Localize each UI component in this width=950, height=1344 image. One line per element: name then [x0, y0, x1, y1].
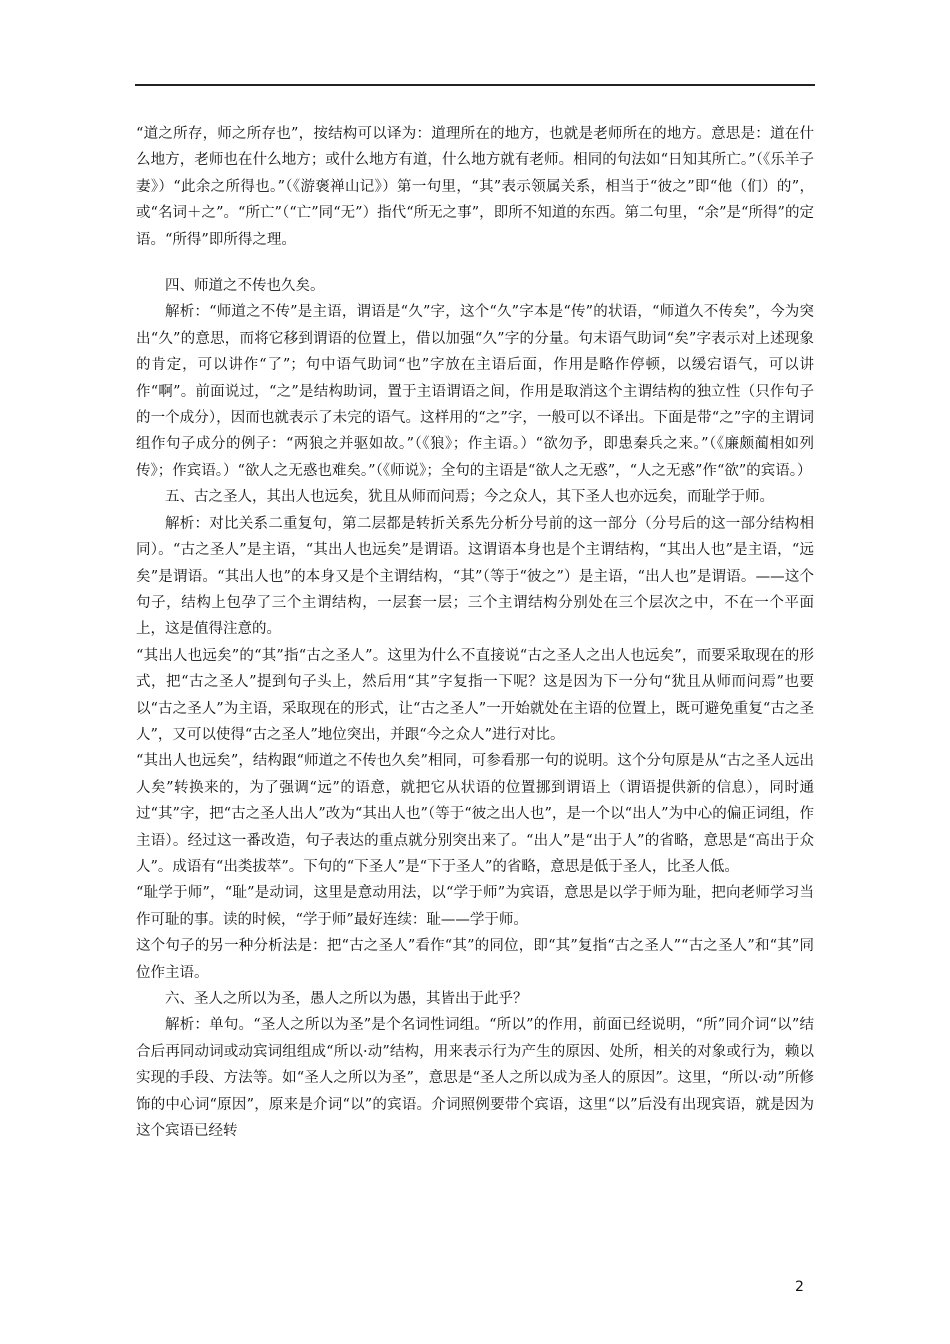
paragraph-chi-xue: “耻学于师”，“耻”是动词，这里是意动用法，以“学于师”为宾语，意思是以学于师为耻，把向老师学习当作可耻的事。读的时候，“学于师”最好连续：耻——学于师。 [136, 885, 814, 928]
section-heading-6: 六、圣人之所以为圣，愚人之所以为愚，其皆出于此乎？ [165, 991, 528, 1007]
header-rule [135, 84, 815, 86]
paragraph-suo-cun: “道之所存，师之所存也”，按结构可以译为：道理所在的地方，也就是老师所在的地方。意思是：道在什么地方，老师也在什么地方；或什么地方有道，什么地方就有老师。相同的句法如“日知其所亡。”（《乐羊子妻》）“此余之所得也。”（《游褒禅山记》）第一句里，“其”表示领属关系，相当于“彼之”即“他（们）的”，或“名词＋之”。“所亡”（“亡”同“无”）指代“所无之事”，即所不知道的东西。第二句里，“余”是“所得”的定语。“所得”即所得之理。 [136, 126, 814, 248]
document-body [136, 121, 814, 1144]
paragraph-alternative: 这个句子的另一种分析法是：把“古之圣人”看作“其”的同位，即“其”复指“古之圣人”“古之圣人”和“其”同位作主语。 [136, 938, 814, 981]
section-heading-4: 四、师道之不传也久矣。 [165, 278, 325, 295]
analysis-6: 解析：单句。“圣人之所以为圣”是个名词性词组。“所以”的作用，前面已经说明，“所”同介词“以”结合后再同动词或动宾词组组成“所以·动”结构，用来表示行为产生的原因、处所，相关的对象或行为，赖以实现的手段、方法等。如“圣人之所以为圣”，意思是“圣人之所以成为圣人的原因”。这里，“所以·动”所修饰的中心词“原因”，原来是介词“以”的宾语。介词照例要带个宾语，这里“以”后没有出现宾语，就是因为这个宾语已经转 [136, 1017, 814, 1140]
section-heading-5: 五、古之圣人，其出人也远矣，犹且从师而问焉；今之众人，其下圣人也亦远矣，而耻学于师。 [165, 489, 774, 506]
paragraph-qi-chu-ren: “其出人也远矣”的“其”指“古之圣人”。这里为什么不直接说“古之圣人之出人也远矣”，而要采取现在的形式，把“古之圣人”提到句子头上，然后用“其”字复指一下呢？这是因为下一分句“犹且从师而问焉”也要以“古之圣人”为主语，采取现在的形式，让“古之圣人”一开始就处在主语的位置上，既可避免重复“古之圣人”，又可以使得“古之圣人”地位突出，并跟“今之众人”进行对比。 [136, 647, 814, 743]
page-number: 2 [795, 1279, 804, 1295]
paragraph-structure: “其出人也远矣”，结构跟“师道之不传也久矣”相同，可参看那一句的说明。这个分句原是从“古之圣人远出人矣”转换来的，为了强调“远”的语意，就把它从状语的位置挪到谓语上（谓语提供新的信息），同时通过“其”字，把“古之圣人出人”改为“其出人也”（等于“彼之出人也”，是一个以“出人”为中心的偏正词组，作主语）。经过这一番改造，句子表达的重点就分别突出来了。“出人”是“出于人”的省略，意思是“高出于众人”。成语有“出类拔萃”。下句的“下圣人”是“下于圣人”的省略，意思是低于圣人，比圣人低。 [136, 753, 814, 875]
analysis-5: 解析：对比关系二重复句，第二层都是转折关系先分析分号前的这一部分（分号后的这一部分结构相同）。“古之圣人”是主语，“其出人也远矣”是谓语。这谓语本身也是个主谓结构，“其出人也”是主语，“远矣”是谓语。“其出人也”的本身又是个主谓结构，“其”（等于“彼之”）是主语，“出人也”是谓语。——这个句子，结构上包孕了三个主谓结构，一层套一层；三个主谓结构分别处在三个层次之中，不在一个平面上，这是值得注意的。 [136, 515, 814, 638]
paragraph-gap [136, 253, 814, 273]
analysis-4: 解析：“师道之不传”是主语，谓语是“久”字，这个“久”字本是“传”的状语，“师道久不传矣”，今为突出“久”的意思，而将它移到谓语的位置上，借以加强“久”字的分量。句末语气助词“矣”字表示对上述现象的肯定，可以讲作“了”；句中语气助词“也”字放在主语后面，作用是略作停顿，以缓宕语气，可以讲作“啊”。前面说过，“之”是结构助词，置于主语谓语之间，作用是取消这个主谓结构的独立性（只作句子的一个成分），因而也就表示了未完的语气。这样用的“之”字，一般可以不译出。下面是带“之”字的主谓词组作句子成分的例子：“两狼之并驱如故。”（《狼》；作主语。）“欲勿予，即患秦兵之来。”（《廉颇蔺相如列传》；作宾语。）“欲人之无惑也难矣。”（《师说》；全句的主语是“欲人之无惑”，“人之无惑”作“欲”的宾语。） [136, 304, 814, 479]
